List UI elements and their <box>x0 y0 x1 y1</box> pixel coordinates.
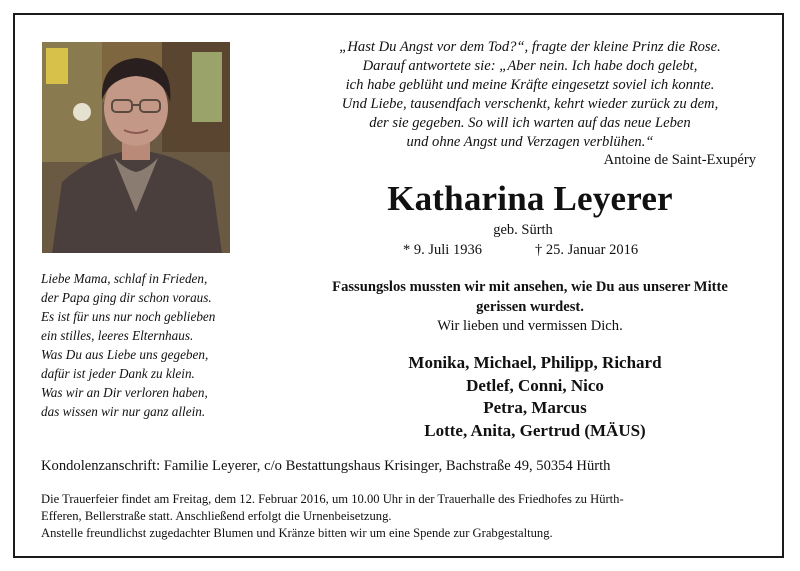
poem-line: Was Du aus Liebe uns gegeben, <box>41 347 209 362</box>
family-line: Detlef, Conni, Nico <box>466 375 604 395</box>
grief-line: Fassungslos mussten wir mit ansehen, wie Du aus unserer Mitte <box>332 279 728 295</box>
maiden-name: geb. Sürth <box>493 222 553 238</box>
ceremony-info <box>41 491 771 542</box>
grief-message <box>285 277 775 317</box>
poem <box>41 269 251 421</box>
family-line: Lotte, Anita, Gertrud (MÄUS) <box>424 420 646 440</box>
portrait-image <box>42 42 230 253</box>
quote-line: Und Liebe, tausendfach verschenkt, kehrt wieder zurück zu dem, <box>341 96 719 112</box>
poem-line: das wissen wir nur ganz allein. <box>41 404 206 419</box>
birth-date: * 9. Juli 1936 <box>403 242 482 258</box>
death-date: † 25. Januar 2016 <box>535 242 639 258</box>
quote-line: Darauf antwortete sie: „Aber nein. Ich habe doch gelebt, <box>362 58 698 74</box>
poem-line: Es ist für uns nur noch geblieben <box>41 309 216 324</box>
family-names <box>285 352 785 442</box>
quote-line: und ohne Angst und Verzagen verblühen.“ <box>406 134 654 150</box>
ceremony-line: Die Trauerfeier findet am Freitag, dem 12. Februar 2016, um 10.00 Uhr in der Trauerhalle des Friedhofes zu Hürth- <box>41 492 624 506</box>
quote-line: ich habe geblüht und meine Kräfte eingesetzt soviel ich konnte. <box>345 77 715 93</box>
quote-author: Antoine de Saint-Exupéry <box>603 152 756 168</box>
poem-line: der Papa ging dir schon voraus. <box>41 290 212 305</box>
family-line: Petra, Marcus <box>483 398 587 417</box>
poem-line: ein stilles, leeres Elternhaus. <box>41 328 194 343</box>
ceremony-line: Efferen, Bellerstraße statt. Anschließend erfolgt die Urnenbeisetzung. <box>41 509 392 523</box>
condolence-address: Kondolenzanschrift: Familie Leyerer, c/o Bestattungshaus Krisinger, Bachstraße 49, 50354 Hürth <box>41 458 611 474</box>
deceased-name: Katharina Leyerer <box>387 179 673 218</box>
obituary-frame <box>13 13 784 558</box>
portrait-photo <box>42 42 230 253</box>
quote-line: „Hast Du Angst vor dem Tod?“, fragte der kleine Prinz die Rose. <box>339 39 721 55</box>
quote-line: der sie gegeben. So will ich warten auf das neue Leben <box>369 115 691 131</box>
grief-line: gerissen wurdest. <box>476 299 584 315</box>
family-line: Monika, Michael, Philipp, Richard <box>408 353 662 372</box>
love-message: Wir lieben und vermissen Dich. <box>437 318 623 334</box>
poem-line: Liebe Mama, schlaf in Frieden, <box>41 271 208 286</box>
quote <box>285 38 775 152</box>
poem-line: dafür ist jeder Dank zu klein. <box>41 366 195 381</box>
ceremony-line: Anstelle freundlichst zugedachter Blumen und Kränze bitten wir um eine Spende zur Grabgestaltung. <box>41 526 553 540</box>
poem-line: Was wir an Dir verloren haben, <box>41 385 208 400</box>
